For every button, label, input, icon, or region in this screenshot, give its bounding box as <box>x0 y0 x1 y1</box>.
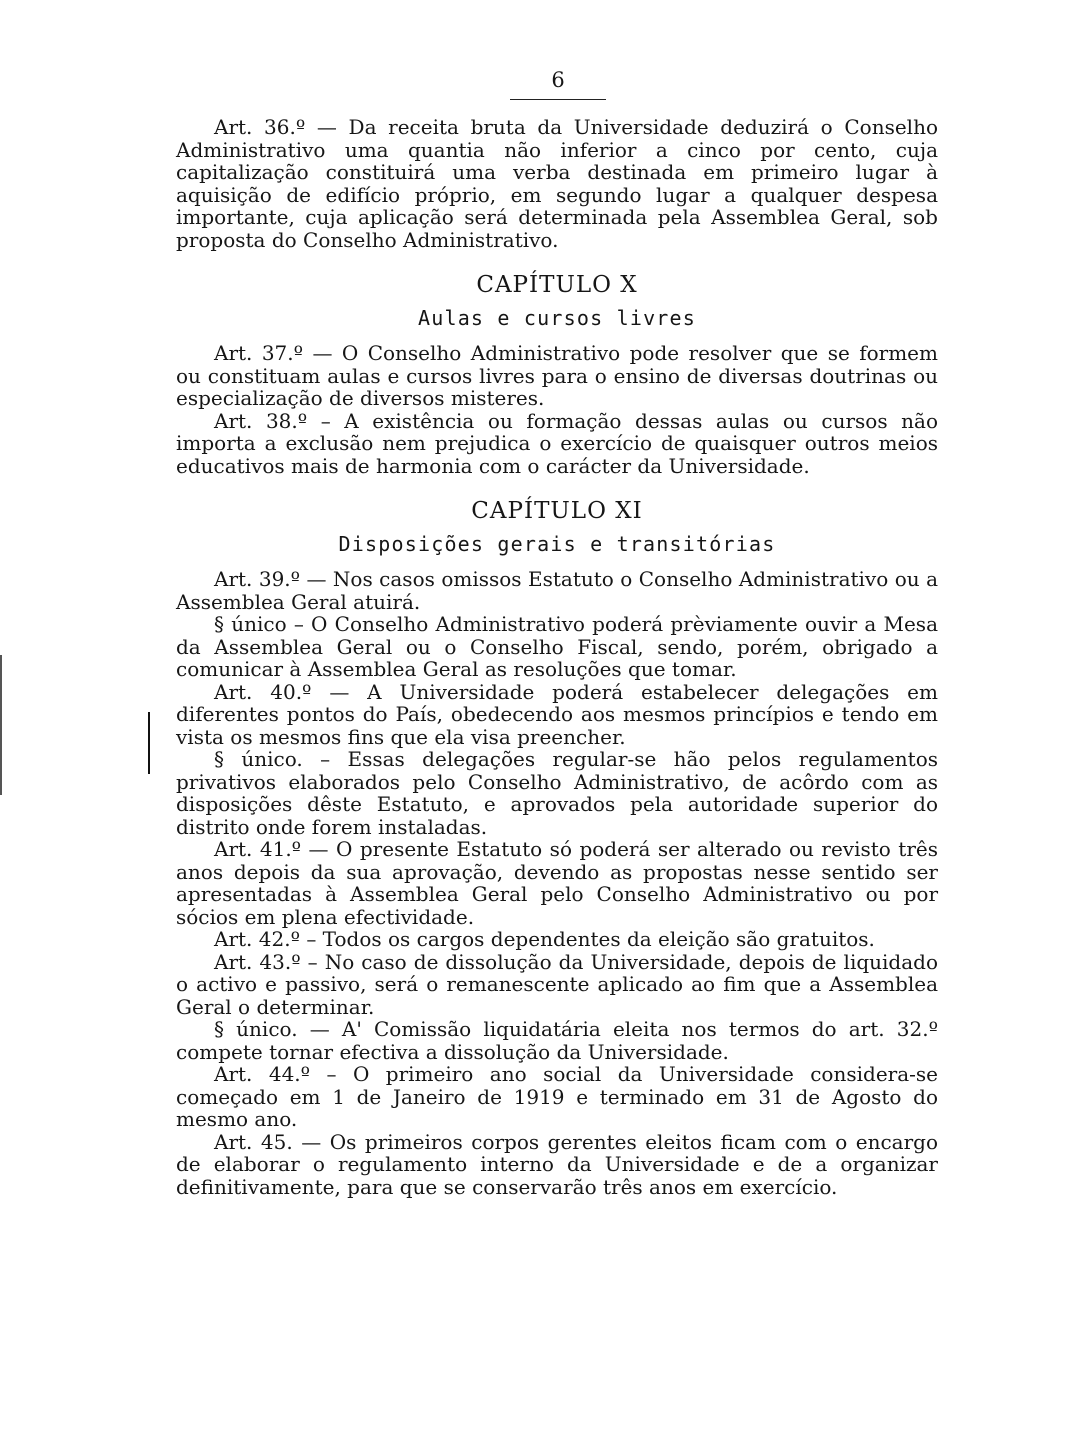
chapter-x-heading: CAPÍTULO X <box>476 272 638 298</box>
article-39: Art. 39.º — Nos casos omissos Estatuto o Conselho Administrativo ou a Assemblea Geral atuirá. <box>176 567 938 614</box>
article-43: Art. 43.º – No caso de dissolução da Universidade, depois de liquidado o activo e passivo, será o remanescente aplicado ao fim que a Assemblea Geral o determinar. <box>176 949 938 1019</box>
article-41: Art. 41.º — O presente Estatuto só poderá ser alterado ou revisto três anos depois da sua aprovação, devendo as propostas nesse sentido ser apresentadas à Assemblea Geral pelo Conselho Administrativo ou por sócios em plena efectividade. <box>176 837 938 929</box>
article-45: Art. 45. — Os primeiros corpos gerentes eleitos ficam com o encargo de elaborar o regulamento interno da Universidade e de a organizar definitivamente, para que se conservarão três anos em exercício. <box>176 1129 938 1199</box>
page-number-rule <box>510 99 606 100</box>
article-38: Art. 38.º – A existência ou formação dessas aulas ou cursos não importa a exclusão nem prejudica o exercício de quaisquer outros meios educativos mais de harmonia com o carácter da Universidade. <box>176 408 938 478</box>
article-43-paragraph-unico: § único. — A' Comissão liquidatária eleita nos termos do art. 32.º compete tornar efectiva a dissolução da Universidade. <box>176 1017 938 1064</box>
article-40: Art. 40.º — A Universidade poderá estabelecer delegações em diferentes pontos do País, obedecendo aos mesmos princípios e tendo em vista os mesmos fins que ela visa preencher. <box>176 679 938 749</box>
page-number: 6 <box>551 68 565 92</box>
margin-mark <box>148 712 150 774</box>
chapter-xi-heading: CAPÍTULO XI <box>471 498 643 524</box>
scan-edge-mark <box>0 655 2 795</box>
article-42: Art. 42.º – Todos os cargos dependentes da eleição são gratuitos. <box>214 927 875 951</box>
chapter-x-subtitle: Aulas e cursos livres <box>417 306 697 330</box>
chapter-xi-subtitle: Disposições gerais e transitórias <box>338 532 776 556</box>
article-36: Art. 36.º — Da receita bruta da Universidade deduzirá o Conselho Administrativo uma quantia não inferior a cinco por cento, cuja capitalização constituirá uma verba destinada em primeiro lugar à aquisição de edifício próprio, em segundo lugar a qualquer despesa importante, cuja aplicação será determinada pela Assemblea Geral, sob proposta do Conselho Administrativo. <box>176 115 938 252</box>
article-37: Art. 37.º — O Conselho Administrativo pode resolver que se formem ou constituam aulas e cursos livres para o ensino de diversas doutrinas ou especialização de diversos misteres. <box>176 341 938 410</box>
article-44: Art. 44.º – O primeiro ano social da Universidade considera-se começado em 1 de Janeiro de 1919 e terminado em 31 de Agosto do mesmo ano. <box>176 1062 938 1131</box>
article-40-paragraph-unico: § único. – Essas delegações regular-se hão pelos regulamentos privativos elaborados pelo Conselho Administrativo, de acôrdo com as disposições dêste Estatuto, e aprovados pela autoridade superior do distrito onde forem instaladas. <box>176 747 938 839</box>
document-body <box>176 116 938 1198</box>
article-39-paragraph-unico: § único – O Conselho Administrativo poderá prèviamente ouvir a Mesa da Assemblea Geral ou o Conselho Fiscal, sendo, porém, obrigado a comunicar à Assemblea Geral as resoluções que tomar. <box>176 612 938 681</box>
